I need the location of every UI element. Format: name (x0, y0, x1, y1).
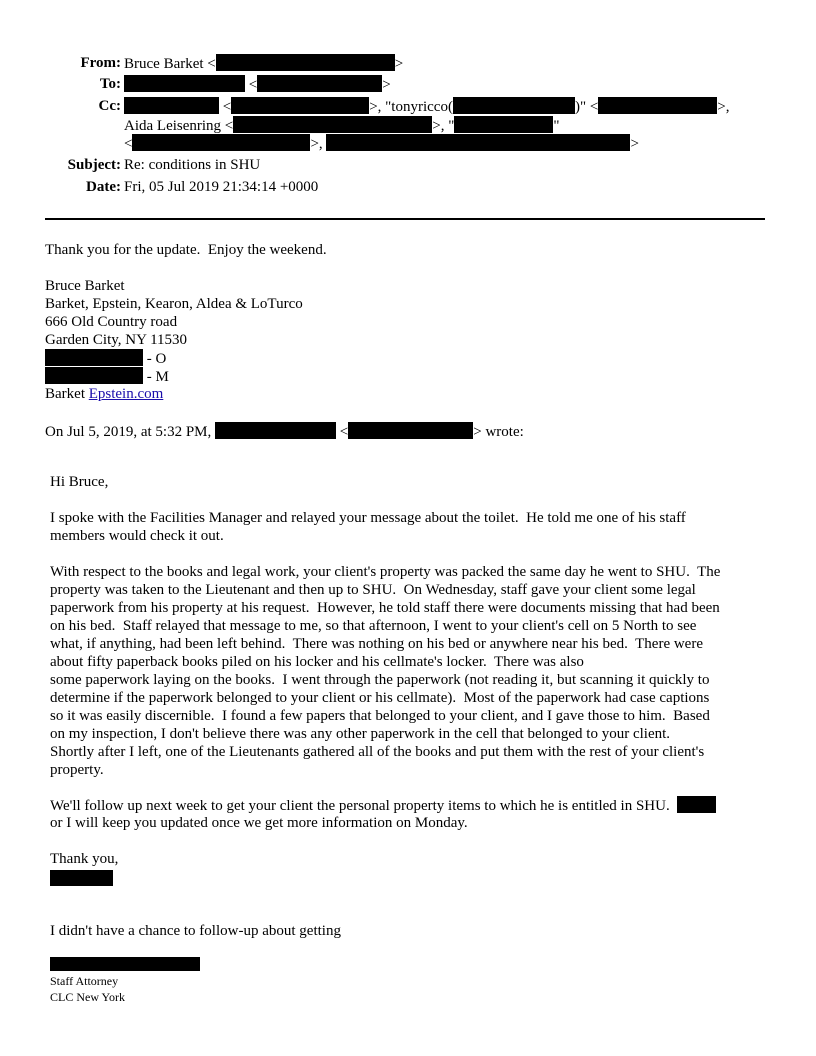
staff-title: Staff Attorney (50, 974, 119, 988)
greeting: Hi Bruce, (50, 474, 109, 490)
signature-phone-office (45, 349, 166, 368)
cc-value-line2: Aida Leisenring < >, " " (124, 118, 560, 134)
para2-line: With respect to the books and legal work, your client's property was packed the same day he went to SHU. The (50, 564, 721, 580)
para2-line: about fifty paperback books piled on his locker and his cellmate's locker. There was also (50, 654, 584, 670)
redaction (257, 75, 382, 92)
redaction (124, 97, 219, 114)
redaction (215, 422, 336, 439)
reply-text: Thank you for the update. Enjoy the weekend. (45, 242, 327, 258)
signature-address: 666 Old Country road (45, 314, 178, 330)
para1-line: members would check it out. (50, 528, 224, 544)
phone-m-label: - M (143, 369, 169, 385)
redaction (45, 367, 143, 384)
from-label: From: (80, 55, 121, 71)
para3-text: We'll follow up next week to get your client the personal property items to which he is entitled in SHU. (50, 798, 678, 814)
para2-line: what, if anything, had been left behind. There was nothing on his bed or anywhere near his bed. There were (50, 636, 703, 652)
signature-name: Bruce Barket (45, 278, 125, 294)
date-label: Date: (86, 179, 121, 195)
redaction-signature (50, 957, 200, 971)
date-value: Fri, 05 Jul 2019 21:34:14 +0000 (124, 179, 319, 195)
cc-tonyricco: >, "tonyricco( (369, 99, 453, 115)
para2-line: paperwork from his property at his request. However, he told staff there were documents missing that had been (50, 600, 720, 616)
phone-o-label: - O (143, 351, 167, 367)
para1-line: I spoke with the Facilities Manager and relayed your message about the toilet. He told me one of his staff (50, 510, 686, 526)
quote-intro-text: On Jul 5, 2019, at 5:32 PM, (45, 424, 216, 440)
redaction (677, 796, 716, 813)
para2-line: property. (50, 762, 104, 778)
subject-value: Re: conditions in SHU (124, 157, 261, 173)
cc-aida: Aida Leisenring < (124, 118, 234, 134)
cc-label: Cc: (98, 98, 121, 114)
to-value: < > (124, 75, 391, 94)
redaction (233, 116, 432, 133)
cc-value-line3: < >, > (124, 136, 639, 152)
redaction (453, 97, 575, 114)
para3-line: or I will keep you updated once we get more information on Monday. (50, 815, 468, 831)
epstein-link[interactable]: Epstein.com (88, 386, 164, 402)
signature-web (45, 385, 163, 403)
to-label: To: (99, 76, 121, 92)
redaction (598, 97, 717, 114)
signature-firm: Barket, Epstein, Kearon, Aldea & LoTurco (45, 296, 303, 312)
quote-intro: On Jul 5, 2019, at 5:32 PM, < > wrote: (45, 424, 524, 440)
redaction (326, 134, 630, 151)
para3-line (50, 796, 716, 815)
para2-line: Shortly after I left, one of the Lieutenants gathered all of the books and put them with the rest of your client's (50, 744, 705, 760)
redaction (45, 349, 143, 366)
followup-text: I didn't have a chance to follow-up about getting (50, 923, 341, 939)
from-value: Bruce Barket < > (124, 56, 404, 72)
para2-line: determine if the paperwork belonged to your client or his cellmate). Most of the paperwork had case captions (50, 690, 710, 706)
para2-line: some paperwork laying on the books. I went through the paperwork (not reading it, but scanning it quickly to (50, 672, 710, 688)
signature-city: Garden City, NY 11530 (45, 332, 188, 348)
para2-line: on my inspection, I don't believe there was any other paperwork in the cell that belonged to your client. (50, 726, 671, 742)
redaction (216, 54, 395, 71)
para2-line: property was taken to the Lieutenant and then up to SHU. On Wednesday, staff gave your client some legal (50, 582, 696, 598)
cc-value-line1: < >, "tonyricco( )" < >, (124, 97, 730, 116)
header-divider (45, 218, 765, 220)
closing: Thank you, (50, 851, 119, 867)
subject-label: Subject: (67, 157, 121, 173)
redaction (124, 75, 245, 92)
signature-phone-mobile (45, 367, 169, 386)
organization: CLC New York (50, 990, 126, 1004)
from-name: Bruce Barket < (124, 56, 216, 72)
redaction (231, 97, 369, 114)
redaction (454, 116, 553, 133)
web-prefix: Barket (45, 386, 89, 402)
redaction (348, 422, 473, 439)
redaction-sender-name (50, 870, 113, 886)
para2-line: on his bed. Staff relayed that message to me, so that afternoon, I went to your client's cell on 5 North to see (50, 618, 697, 634)
quote-wrote: > wrote: (473, 424, 524, 440)
redaction (132, 134, 310, 151)
para2-line: so it was easily discernible. I found a few papers that belonged to your client, and I gave those to him. Based (50, 708, 710, 724)
